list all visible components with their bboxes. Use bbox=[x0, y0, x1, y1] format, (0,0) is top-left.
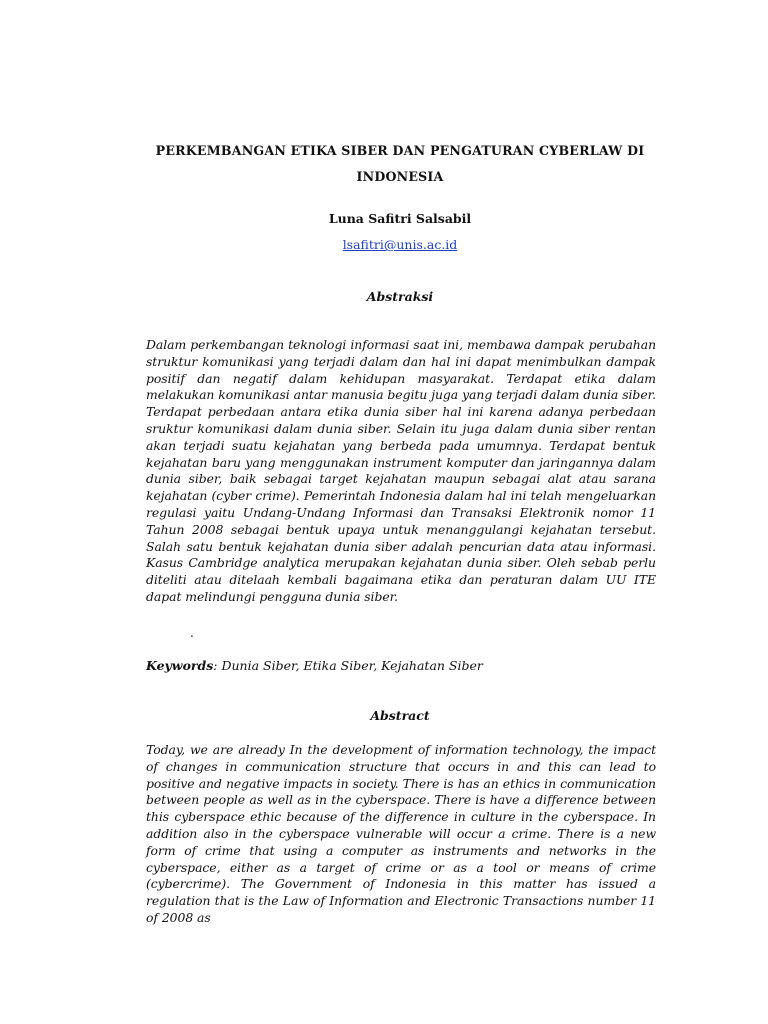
stray-dot: . bbox=[190, 626, 194, 640]
keywords-colon: : bbox=[213, 658, 218, 673]
author-name: Luna Safitri Salsabil bbox=[328, 211, 472, 226]
abstraksi-paragraph: Dalam perkembangan teknologi informasi saat ini, membawa dampak perubahan struktur komunikasi yang terjadi dalam dan hal ini dapat menimbulkan dampak positif dan negatif dalam kehidupan masyarakat. Terdapat etika dalam melakukan komunikasi antar manusia begitu juga yang terjadi dalam dunia siber. Terdapat perbedaan antara etika dunia siber hal ini karena adanya perbedaan sruktur komunikasi dalam dunia siber. Selain itu juga dalam dunia siber rentan akan terjadi suatu kejahatan yang berbeda pada umumnya. Terdapat bentuk kejahatan baru yang menggunakan instrument komputer dan jaringannya dalam dunia siber, baik sebagai target kejahatan maupun sebagai alat atau sarana kejahatan (cyber crime). Pemerintah Indonesia dalam hal ini telah mengeluarkan regulasi yaitu Undang-Undang Informasi dan Transaksi Elektronik nomor 11 Tahun 2008 sebagai bentuk upaya untuk menanggulangi kejahatan tersebut. Salah satu bentuk kejahatan dunia siber adalah pencurian data atau informasi. Kasus Cambridge analytica merupakan kejahatan dunia siber. Oleh sebab perlu diteliti atau ditelaah kembali bagaimana etika dan peraturan dalam UU ITE dapat melindungi pengguna dunia siber. bbox=[146, 337, 656, 604]
abstraksi-heading: Abstraksi bbox=[366, 289, 434, 304]
abstract-paragraph: Today, we are already In the development of information technology, the impact of changes in communication structure that occurs in and this can lead to positive and negative impacts in society. There is has an ethics in communication between people as well as in the cyberspace. There is have a difference between this cyberspace ethic because of the difference in culture in the cyberspace. In addition also in the cyberspace vulnerable will occur a crime. There is a new form of crime that using a computer as instruments and networks in the cyberspace, either as a target of crime or as a tool or means of crime (cybercrime). The Government of Indonesia in this matter has issued a regulation that is the Law of Information and Electronic Transactions number 11 of 2008 as bbox=[146, 742, 656, 925]
keywords-label: Keywords bbox=[146, 658, 214, 673]
author-email-line bbox=[0, 237, 768, 252]
author-email-link[interactable]: lsafitri@unis.ac.id bbox=[342, 237, 458, 252]
paper-title: PERKEMBANGAN ETIKA SIBER DAN PENGATURAN CYBERLAW DI INDONESIA bbox=[155, 143, 645, 184]
keywords-line bbox=[146, 658, 656, 673]
abstract-heading: Abstract bbox=[370, 708, 430, 723]
keywords-text: Dunia Siber, Etika Siber, Kejahatan Siber bbox=[217, 658, 483, 673]
